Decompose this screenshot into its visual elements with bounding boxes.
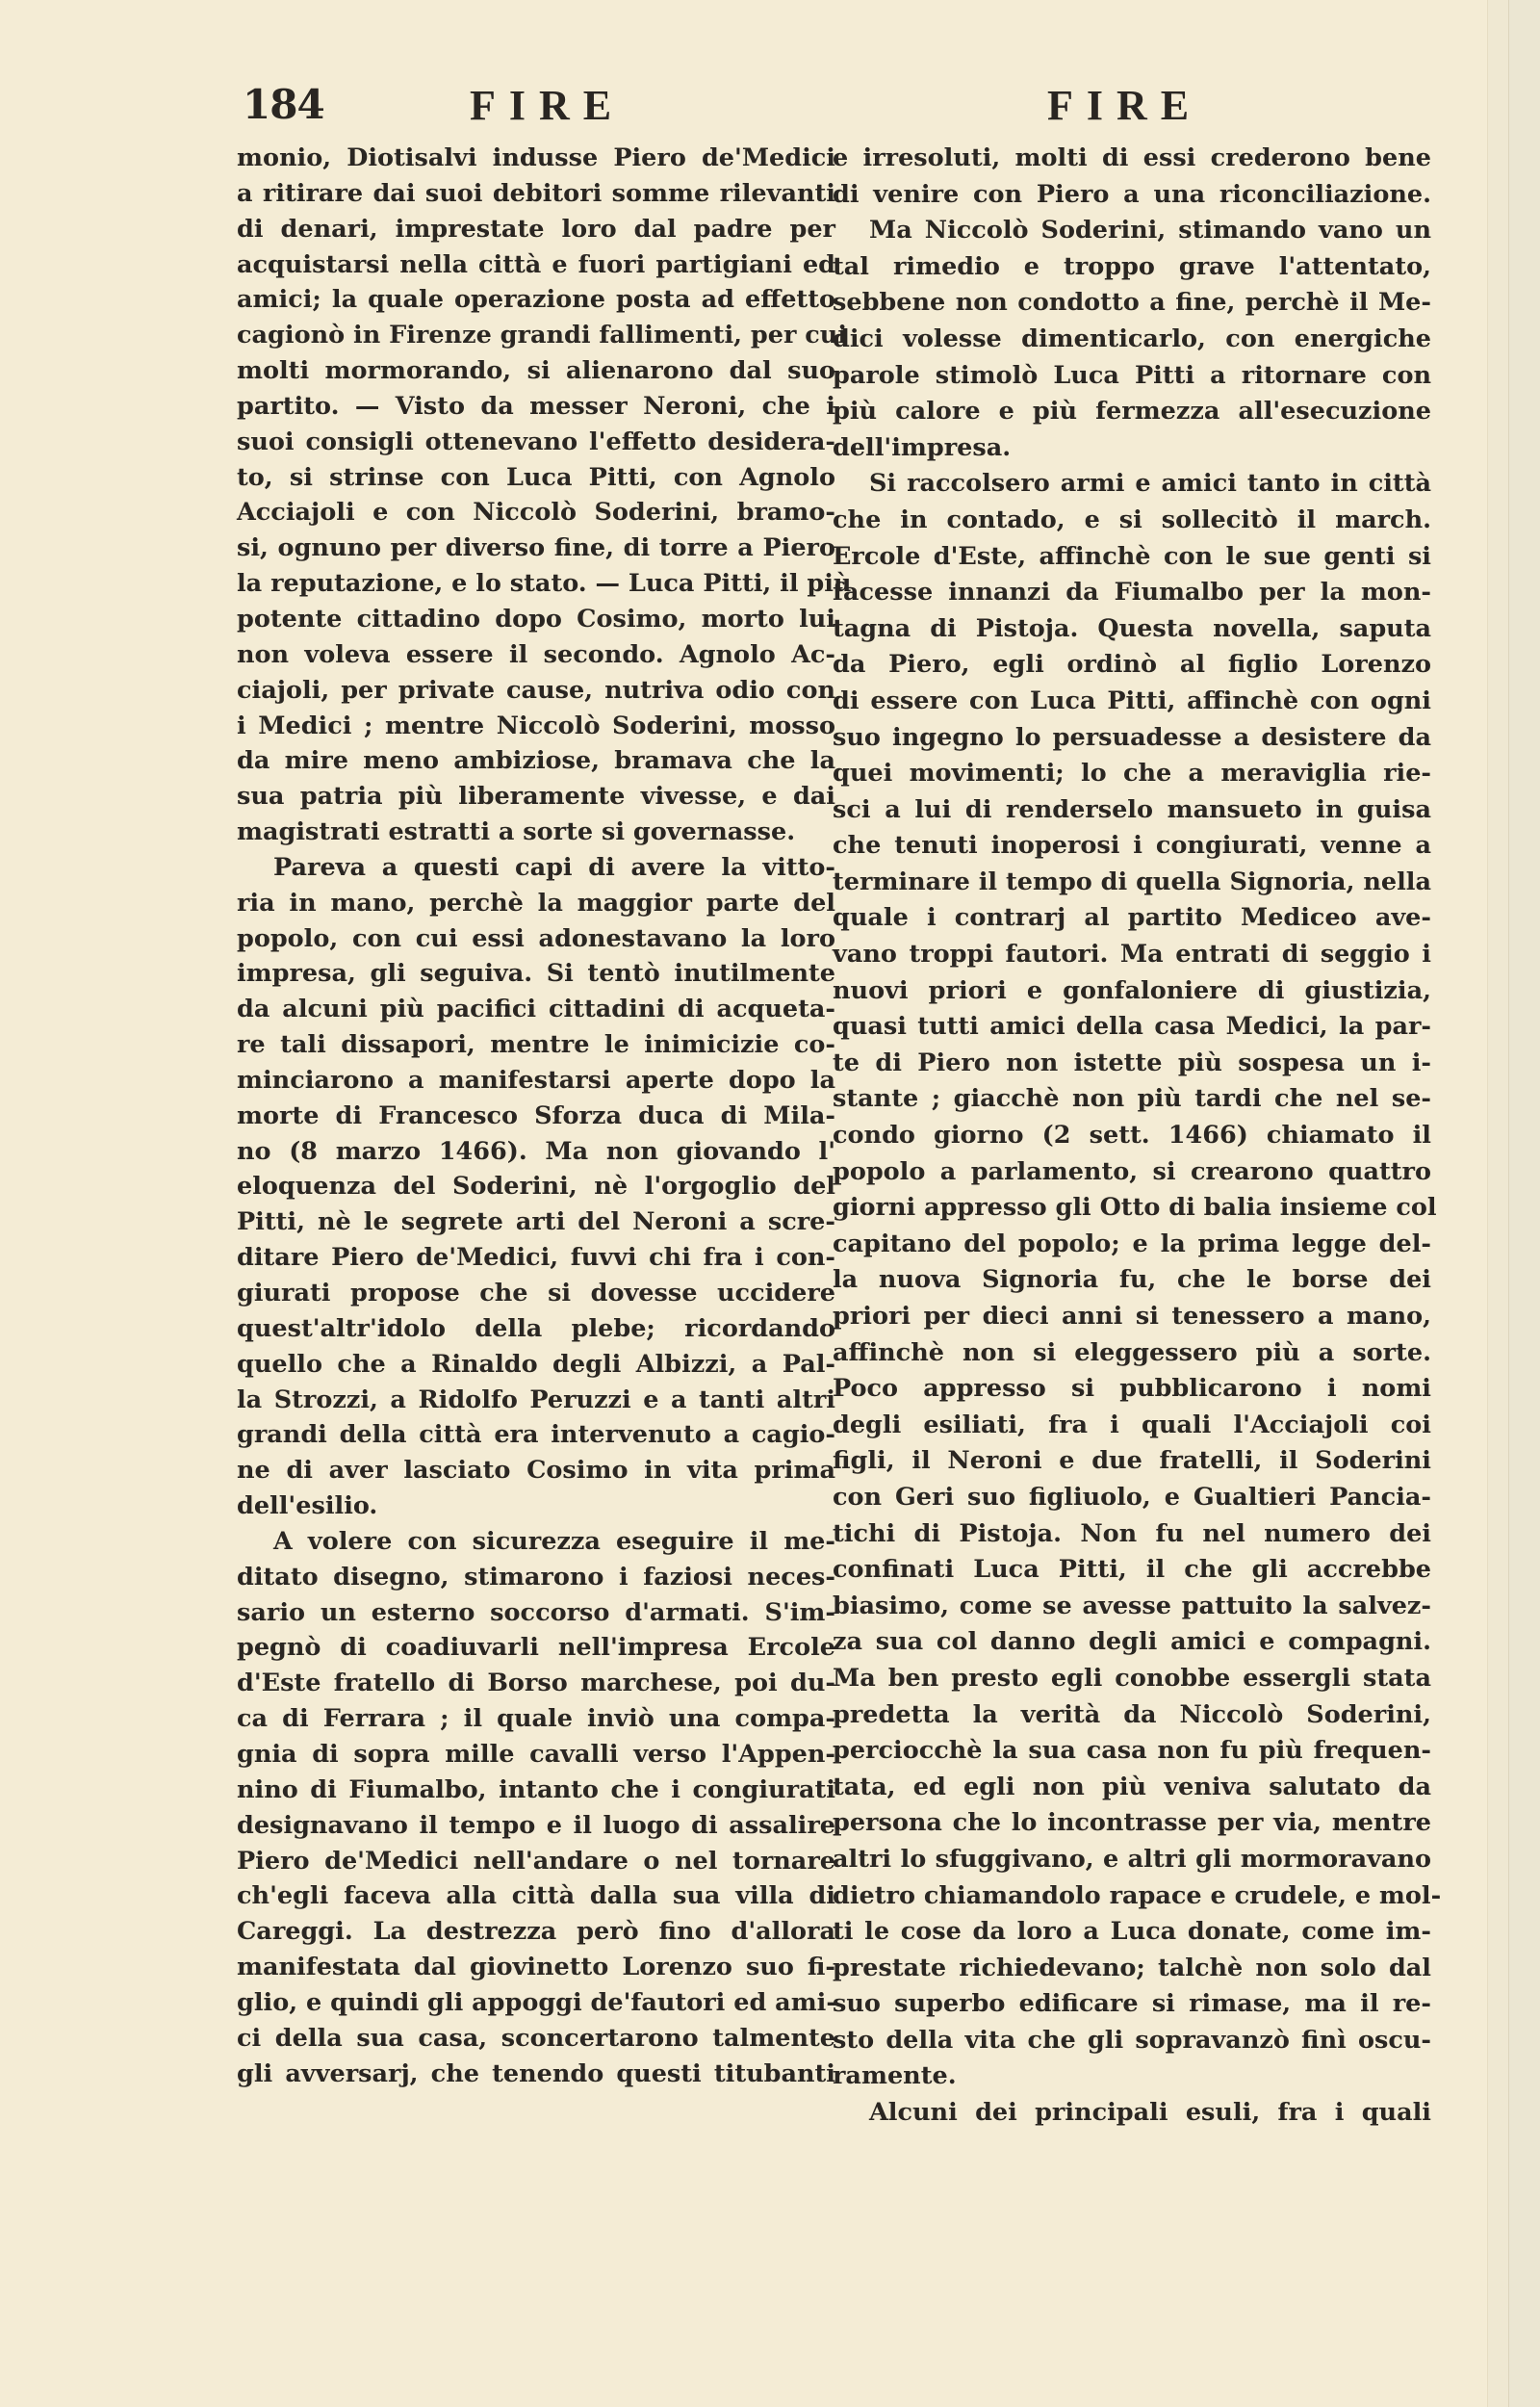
text-line: quale i contrarj al partito Mediceo ave- xyxy=(833,903,1431,933)
text-line: di denari, imprestate loro dal padre per xyxy=(237,214,835,244)
text-line: Ma Niccolò Soderini, stimando vano un xyxy=(869,216,1431,246)
text-line: cagionò in Firenze grandi fallimenti, per cui xyxy=(237,321,848,350)
page-number: 184 xyxy=(243,81,324,128)
text-line: tichi di Pistoja. Non fu nel numero dei xyxy=(833,1518,1431,1548)
text-line: ramente. xyxy=(833,2061,957,2091)
text-line: glio, e quindi gli appoggi de'fautori ed ami- xyxy=(237,1987,836,2017)
text-line: d'Este fratello di Borso marchese, poi du- xyxy=(237,1669,835,1698)
text-line: gnia di sopra mille cavalli verso l'Appen- xyxy=(237,1739,835,1769)
text-line: la reputazione, e lo stato. — Luca Pitti, il più xyxy=(237,569,852,599)
text-line: persona che lo incontrasse per via, mentre xyxy=(833,1808,1431,1838)
text-line: quasi tutti amici della casa Medici, la par- xyxy=(833,1012,1431,1042)
text-line: parole stimolò Luca Pitti a ritornare con xyxy=(833,360,1431,390)
text-line: altri lo sfuggivano, e altri gli mormoravano xyxy=(833,1844,1431,1874)
text-line: impresa, gli seguiva. Si tentò inutilmente xyxy=(237,959,835,989)
text-line: suo superbo edificare si rimase, ma il re- xyxy=(833,1989,1431,2019)
text-line: molti mormorando, si alienarono dal suo xyxy=(237,356,835,386)
text-line: dietro chiamandolo rapace e crudele, e mol- xyxy=(833,1880,1442,1910)
text-column-left xyxy=(237,141,852,2091)
text-line: designavano il tempo e il luogo di assalire xyxy=(237,1810,835,1840)
text-line: no (8 marzo 1466). Ma non giovando l' xyxy=(237,1136,835,1166)
text-line: non voleva essere il secondo. Agnolo Ac- xyxy=(237,639,835,669)
text-line: popolo, con cui essi adonestavano la loro xyxy=(237,923,835,953)
text-line: ciajoli, per private cause, nutriva odio con xyxy=(237,675,835,705)
text-line: i Medici ; mentre Niccolò Soderini, mosso xyxy=(237,711,835,740)
text-line: biasimo, come se avesse pattuito la salvez- xyxy=(833,1591,1431,1620)
text-line: sua patria più liberamente vivesse, e dai xyxy=(237,782,835,812)
text-line: dell'esilio. xyxy=(237,1491,378,1521)
text-line: suoi consigli ottenevano l'effetto desidera- xyxy=(237,427,835,456)
text-line: di essere con Luca Pitti, affinchè con ogni xyxy=(833,686,1431,715)
text-line: Careggi. La destrezza però fino d'allora xyxy=(237,1917,835,1947)
text-line: priori per dieci anni si tenessero a mano, xyxy=(833,1302,1431,1331)
text-line: con Geri suo figliuolo, e Gualtieri Pancia- xyxy=(833,1482,1431,1512)
text-line: sci a lui di renderselo mansueto in guisa xyxy=(833,794,1431,824)
text-line: giurati propose che si dovesse uccidere xyxy=(237,1279,835,1307)
text-line: ca di Ferrara ; il quale inviò una compa- xyxy=(237,1704,835,1734)
text-line: predetta la verità da Niccolò Soderini, xyxy=(833,1699,1431,1729)
text-line: gli avversarj, che tenendo questi titubanti xyxy=(237,2058,835,2088)
text-line: Si raccolsero armi e amici tanto in città xyxy=(869,469,1431,499)
text-line: ditare Piero de'Medici, fuvvi chi fra i con- xyxy=(237,1243,835,1273)
text-line: Piero de'Medici nell'andare o nel tornare xyxy=(237,1846,835,1876)
text-line: dici volesse dimenticarlo, con energiche xyxy=(833,324,1431,353)
page-edge xyxy=(1487,0,1509,2407)
text-line: e irresoluti, molti di essi crederono bene xyxy=(833,143,1431,172)
text-line: popolo a parlamento, si crearono quattro xyxy=(833,1156,1431,1186)
text-line: eloquenza del Soderini, nè l'orgoglio del xyxy=(237,1172,835,1202)
text-line: sebbene non condotto a fine, perchè il Me- xyxy=(833,288,1431,318)
text-line: ria in mano, perchè la maggior parte del xyxy=(237,888,835,918)
text-line: si, ognuno per diverso fine, di torre a Piero xyxy=(237,533,835,563)
text-line: quei movimenti; lo che a meraviglia rie- xyxy=(833,759,1431,789)
text-line: morte di Francesco Sforza duca di Mila- xyxy=(237,1100,835,1130)
text-line: di venire con Piero a una riconciliazione. xyxy=(833,179,1431,209)
text-line: Poco appresso si pubblicarono i nomi xyxy=(833,1374,1431,1404)
text-line: più calore e più fermezza all'esecuzione xyxy=(833,397,1431,427)
text-line: degli esiliati, fra i quali l'Acciajoli coi xyxy=(833,1410,1431,1439)
text-line: to, si strinse con Luca Pitti, con Agnolo xyxy=(237,462,835,492)
text-column-right xyxy=(833,141,1442,2132)
text-line: Acciajoli e con Niccolò Soderini, bramo- xyxy=(237,498,835,528)
page-edge-outer xyxy=(1508,0,1540,2407)
text-line: giorni appresso gli Otto di balia insieme col xyxy=(833,1193,1437,1223)
text-line: ne di aver lasciato Cosimo in vita prima xyxy=(237,1456,835,1486)
text-line: pegnò di coadiuvarli nell'impresa Ercole xyxy=(237,1633,835,1663)
text-line: Ercole d'Este, affinchè con le sue genti si xyxy=(833,541,1431,571)
text-line: ti le cose da loro a Luca donate, come im- xyxy=(833,1917,1431,1947)
text-line: tal rimedio e troppo grave l'attentato, xyxy=(833,251,1431,281)
text-line: quest'altr'idolo della plebe; ricordando xyxy=(237,1313,835,1343)
text-line: stante ; giacchè non più tardi che nel se- xyxy=(833,1084,1431,1114)
text-line: confinati Luca Pitti, il che gli accrebbe xyxy=(833,1555,1431,1585)
text-line: da mire meno ambiziose, bramava che la xyxy=(237,746,835,776)
text-line: re tali dissapori, mentre le inimicizie co- xyxy=(237,1030,835,1060)
text-line: terminare il tempo di quella Signoria, nella xyxy=(833,867,1431,896)
text-line: facesse innanzi da Fiumalbo per la mon- xyxy=(833,578,1431,608)
text-line: condo giorno (2 sett. 1466) chiamato il xyxy=(833,1121,1431,1151)
text-line: da Piero, egli ordinò al figlio Lorenzo xyxy=(833,650,1431,680)
text-line: amici; la quale operazione posta ad effetto xyxy=(237,285,835,315)
text-line: vano troppi fautori. Ma entrati di seggio i xyxy=(833,940,1431,970)
text-line: ch'egli faceva alla città dalla sua villa di xyxy=(237,1881,835,1911)
text-line: sario un esterno soccorso d'armati. S'im- xyxy=(237,1597,835,1627)
text-line: la Strozzi, a Ridolfo Peruzzi e a tanti altri xyxy=(237,1385,835,1414)
text-line: che in contado, e si sollecitò il march. xyxy=(833,505,1431,534)
text-line: manifestata dal giovinetto Lorenzo suo fi- xyxy=(237,1953,835,1982)
text-line: acquistarsi nella città e fuori partigiani ed xyxy=(237,249,835,279)
text-line: Pitti, nè le segrete arti del Neroni a scre- xyxy=(237,1207,835,1237)
text-line: figli, il Neroni e due fratelli, il Soderini xyxy=(833,1446,1431,1476)
text-line: te di Piero non istette più sospesa un i- xyxy=(833,1048,1431,1077)
text-line: grandi della città era intervenuto a cagio- xyxy=(237,1420,835,1450)
text-line: ci della sua casa, sconcertarono talmente xyxy=(237,2023,835,2053)
text-line: quello che a Rinaldo degli Albizzi, a Pal- xyxy=(237,1349,835,1379)
text-line: ditato disegno, stimarono i faziosi neces- xyxy=(237,1562,835,1592)
text-line: za sua col danno degli amici e compagni. xyxy=(833,1627,1431,1657)
running-title-right: FIRE xyxy=(1047,82,1203,129)
text-line: nino di Fiumalbo, intanto che i congiurati xyxy=(237,1774,835,1804)
text-line: capitano del popolo; e la prima legge del- xyxy=(833,1229,1431,1258)
text-line: che tenuti inoperosi i congiurati, venne a xyxy=(833,831,1431,861)
text-line: nuovi priori e gonfaloniere di giustizia, xyxy=(833,975,1431,1005)
text-line: tata, ed egli non più veniva salutato da xyxy=(833,1772,1431,1801)
text-line: prestate richiedevano; talchè non solo dal xyxy=(833,1953,1431,1982)
text-line: perciocchè la sua casa non fu più frequen- xyxy=(833,1736,1431,1766)
text-line: Alcuni dei principali esuli, fra i quali xyxy=(869,2098,1431,2128)
text-line: affinchè non si eleggessero più a sorte. xyxy=(833,1337,1431,1367)
text-line: dell'impresa. xyxy=(833,432,1012,462)
text-line: potente cittadino dopo Cosimo, morto lui xyxy=(237,604,835,634)
text-line: minciarono a manifestarsi aperte dopo la xyxy=(237,1065,835,1095)
text-line: partito. — Visto da messer Neroni, che i xyxy=(237,391,835,421)
text-line: suo ingegno lo persuadesse a desistere da xyxy=(833,722,1431,752)
text-line: Ma ben presto egli conobbe essergli stata xyxy=(833,1663,1431,1693)
text-line: tagna di Pistoja. Questa novella, saputa xyxy=(833,613,1431,643)
text-line: A volere con sicurezza eseguire il me- xyxy=(273,1526,835,1556)
text-line: da alcuni più pacifici cittadini di acqueta- xyxy=(237,995,835,1024)
text-line: Pareva a questi capi di avere la vitto- xyxy=(273,852,835,882)
running-title-left: FIRE xyxy=(470,82,626,129)
text-line: monio, Diotisalvi indusse Piero de'Medici xyxy=(237,143,835,172)
text-line: magistrati estratti a sorte si governasse. xyxy=(237,817,796,847)
text-line: sto della vita che gli sopravanzò finì oscu- xyxy=(833,2025,1431,2055)
text-line: a ritirare dai suoi debitori somme rilevanti xyxy=(237,178,835,208)
text-line: la nuova Signoria fu, che le borse dei xyxy=(833,1265,1431,1295)
